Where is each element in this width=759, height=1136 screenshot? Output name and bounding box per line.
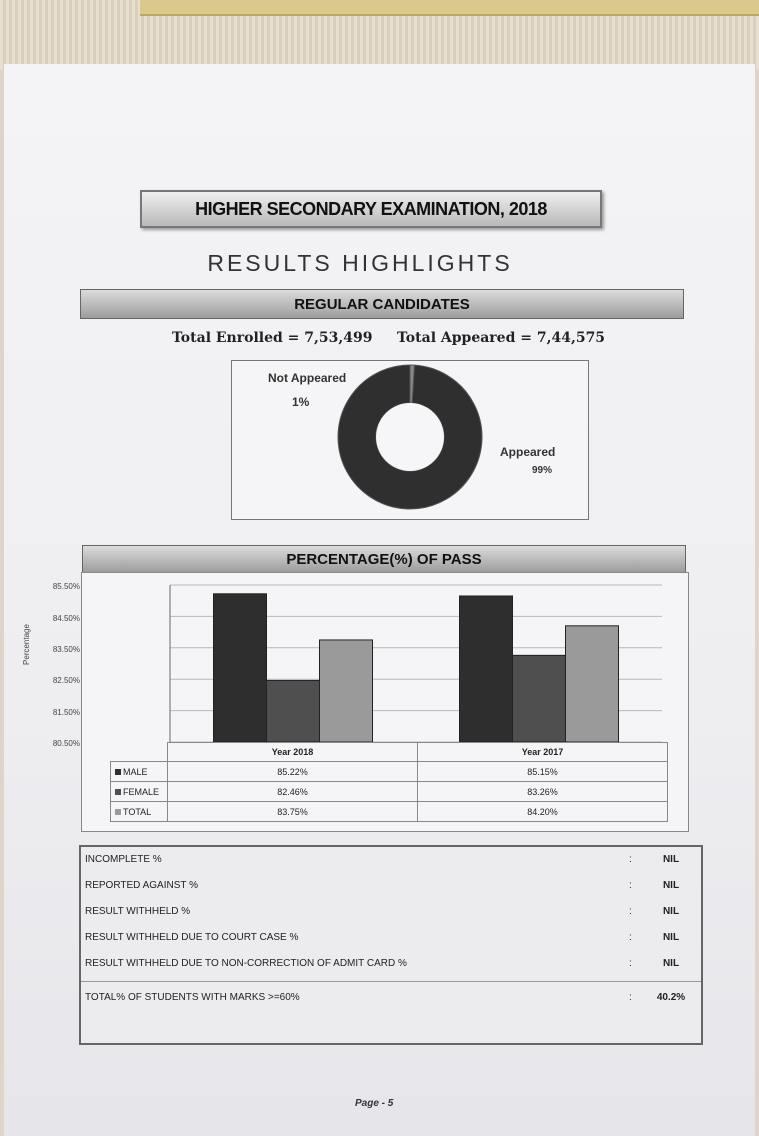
stat-label: INCOMPLETE % bbox=[85, 854, 162, 865]
not-appeared-label: Not Appeared bbox=[268, 371, 347, 385]
table-col-header: Year 2017 bbox=[418, 743, 668, 762]
stat-label: REPORTED AGAINST % bbox=[85, 880, 198, 891]
y-tick-label: 82.50% bbox=[52, 676, 80, 685]
chart-data-table bbox=[110, 742, 668, 822]
stat-row bbox=[81, 955, 701, 973]
appearance-donut-chart bbox=[231, 360, 589, 520]
not-appeared-pct: 1% bbox=[292, 395, 310, 409]
stats-divider bbox=[81, 981, 701, 982]
stat-row bbox=[81, 903, 701, 921]
pass-percentage-band bbox=[82, 545, 686, 573]
y-tick-label: 81.50% bbox=[52, 708, 80, 717]
stat-value: 40.2% bbox=[656, 992, 686, 1003]
legend-swatch bbox=[115, 809, 121, 815]
regular-candidates-label: REGULAR CANDIDATES bbox=[294, 295, 470, 313]
y-tick-label: 83.50% bbox=[52, 645, 80, 654]
stat-label: RESULT WITHHELD % bbox=[85, 906, 191, 917]
stat-value: NIL bbox=[662, 880, 680, 891]
stat-colon: : bbox=[629, 932, 632, 943]
table-row bbox=[111, 782, 668, 802]
donut-hole bbox=[376, 403, 444, 471]
stat-colon: : bbox=[629, 906, 632, 917]
table-cell: 85.22% bbox=[168, 762, 418, 782]
appeared-label: Appeared bbox=[500, 445, 556, 459]
legend-swatch bbox=[115, 769, 121, 775]
stat-value: NIL bbox=[662, 932, 680, 943]
stat-colon: : bbox=[629, 958, 632, 969]
table-cell: 85.15% bbox=[418, 762, 668, 782]
stat-value: NIL bbox=[662, 854, 680, 865]
results-subtitle: RESULTS HIGHLIGHTS bbox=[207, 250, 513, 276]
exam-title-box bbox=[140, 190, 602, 228]
appeared-pct: 99% bbox=[532, 465, 553, 476]
stat-row bbox=[81, 877, 701, 895]
stat-value: NIL bbox=[662, 958, 680, 969]
stat-label: TOTAL% OF STUDENTS WITH MARKS >=60% bbox=[85, 992, 300, 1003]
regular-candidates-band bbox=[80, 289, 684, 319]
total-appeared: Total Appeared = 7,44,575 bbox=[397, 330, 606, 346]
stat-colon: : bbox=[629, 992, 632, 1003]
table-col-header: Year 2018 bbox=[168, 743, 418, 762]
y-axis-label: Percentage bbox=[21, 624, 31, 665]
totals-line bbox=[80, 330, 684, 352]
stat-row bbox=[81, 851, 701, 869]
stat-label: RESULT WITHHELD DUE TO NON-CORRECTION OF ADMIT CARD % bbox=[85, 958, 407, 969]
table-cell: 84.20% bbox=[418, 802, 668, 822]
stat-row bbox=[81, 989, 701, 1007]
table-cell: 83.26% bbox=[418, 782, 668, 802]
table-header-row bbox=[111, 743, 668, 762]
background-frame bbox=[140, 0, 759, 16]
exam-title: HIGHER SECONDARY EXAMINATION, 2018 bbox=[195, 198, 547, 219]
page-number: Page - 5 bbox=[355, 1098, 394, 1109]
table-cell: 82.46% bbox=[168, 782, 418, 802]
stat-colon: : bbox=[629, 854, 632, 865]
stats-box bbox=[79, 845, 703, 1045]
legend-total bbox=[111, 802, 168, 822]
stat-row bbox=[81, 929, 701, 947]
total-enrolled: Total Enrolled = 7,53,499 bbox=[172, 330, 373, 346]
y-tick-label: 84.50% bbox=[52, 614, 80, 623]
table-row bbox=[111, 802, 668, 822]
table-row bbox=[111, 762, 668, 782]
y-tick-label: 85.50% bbox=[52, 582, 80, 591]
stat-colon: : bbox=[629, 880, 632, 891]
stat-value: NIL bbox=[662, 906, 680, 917]
legend-female bbox=[111, 782, 168, 802]
legend-label: TOTAL bbox=[123, 806, 152, 817]
table-corner bbox=[111, 743, 168, 762]
stat-label: RESULT WITHHELD DUE TO COURT CASE % bbox=[85, 932, 299, 943]
pass-percentage-label: PERCENTAGE(%) OF PASS bbox=[286, 550, 482, 568]
legend-label: FEMALE bbox=[123, 786, 160, 797]
legend-male bbox=[111, 762, 168, 782]
legend-label: MALE bbox=[123, 766, 148, 777]
table-cell: 83.75% bbox=[168, 802, 418, 822]
legend-swatch bbox=[115, 789, 121, 795]
y-tick-label: 80.50% bbox=[52, 739, 80, 748]
